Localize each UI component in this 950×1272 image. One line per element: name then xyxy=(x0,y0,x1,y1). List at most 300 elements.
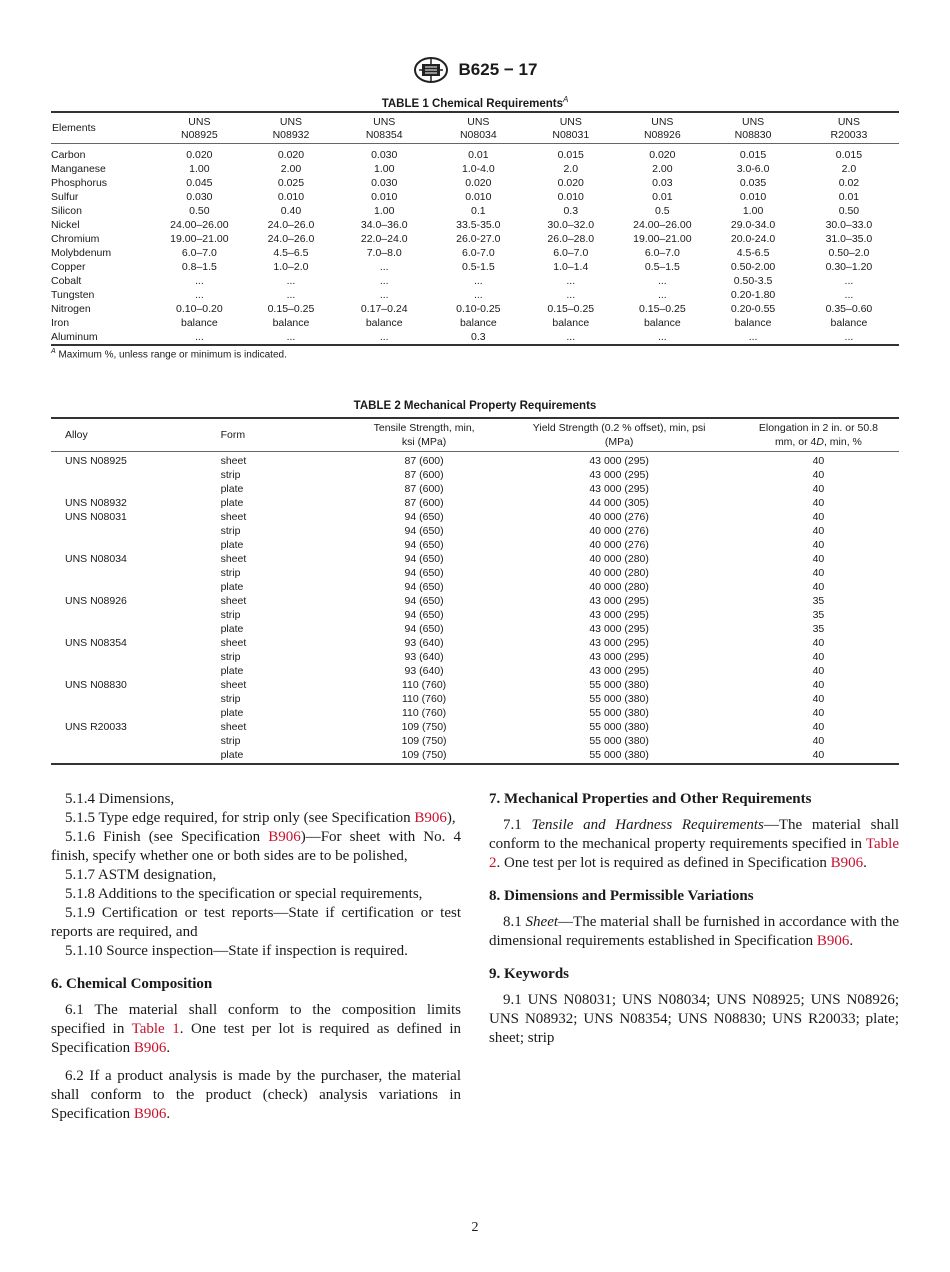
reference-link[interactable]: Table 1 xyxy=(131,1021,180,1037)
element-value: 22.0–24.0 xyxy=(360,233,408,245)
table-row xyxy=(51,288,899,302)
text-run: 5.1.6 Finish (see Specification xyxy=(65,829,269,845)
reference-link[interactable]: B906 xyxy=(414,810,447,826)
yield-cell: 40 000 (276) xyxy=(589,525,649,537)
tensile-cell: 110 (760) xyxy=(402,693,447,705)
element-value: 19.00–21.00 xyxy=(633,233,692,245)
yield-cell: 55 000 (380) xyxy=(589,721,649,733)
table1-caption-text: TABLE 1 Chemical Requirements xyxy=(381,97,563,110)
element-value: ... xyxy=(286,289,296,301)
table-row xyxy=(51,524,899,538)
form-cell: sheet xyxy=(220,553,247,565)
alloy-cell: UNS N08354 xyxy=(65,637,127,649)
element-value: 0.10-0.25 xyxy=(456,303,501,315)
yield-cell: 40 000 (280) xyxy=(589,581,649,593)
alloy-cell: UNS N08031 xyxy=(65,511,127,523)
element-value: balance xyxy=(552,317,590,329)
yield-cell: 40 000 (280) xyxy=(589,567,649,579)
element-value: 0.01 xyxy=(468,149,489,161)
table-row xyxy=(51,706,899,720)
text-run: . xyxy=(849,933,854,949)
form-cell: strip xyxy=(220,693,241,705)
reference-link[interactable]: B906 xyxy=(133,1040,167,1056)
table1-caption xyxy=(51,95,899,110)
table2-header-text: Elongation in 2 in. or 50.8 mm, or 4D, min, % xyxy=(758,422,878,448)
form-cell: sheet xyxy=(220,721,247,733)
form-cell: strip xyxy=(220,525,241,537)
element-value: 6.0–7.0 xyxy=(181,247,217,259)
element-value: 0.030 xyxy=(371,149,398,161)
table-row xyxy=(51,246,899,260)
element-name: Phosphorus xyxy=(51,177,108,189)
table-row xyxy=(51,218,899,232)
elongation-cell: 40 xyxy=(812,651,825,663)
tensile-cell: 93 (640) xyxy=(404,651,444,663)
yield-cell: 44 000 (305) xyxy=(589,497,649,509)
element-value: 0.030 xyxy=(186,191,213,203)
elongation-cell: 40 xyxy=(812,483,825,495)
chemical-requirements-table xyxy=(51,111,899,346)
element-value: 19.00–21.00 xyxy=(170,233,229,245)
section-heading: 8. Dimensions and Permissible Variations xyxy=(489,888,754,904)
table-row xyxy=(51,482,899,496)
table-row xyxy=(51,330,899,345)
table1-header-cell: Elements xyxy=(52,122,96,135)
tensile-cell: 109 (750) xyxy=(401,721,447,733)
element-value: 26.0–28.0 xyxy=(547,233,595,245)
form-cell: sheet xyxy=(220,455,247,467)
element-value: 0.3 xyxy=(563,205,579,217)
form-cell: strip xyxy=(220,651,241,663)
elongation-cell: 40 xyxy=(812,553,825,565)
element-name: Nickel xyxy=(51,219,80,231)
reference-link[interactable]: B906 xyxy=(816,933,850,949)
elongation-cell: 40 xyxy=(812,679,825,691)
elongation-cell: 40 xyxy=(812,567,825,579)
tensile-cell: 94 (650) xyxy=(404,553,444,565)
reference-link[interactable]: B906 xyxy=(830,855,864,871)
element-value: balance xyxy=(830,317,868,329)
element-value: ... xyxy=(566,331,576,343)
form-cell: plate xyxy=(220,665,244,677)
table-row xyxy=(51,510,899,524)
form-cell: plate xyxy=(220,497,244,509)
element-value: 6.0–7.0 xyxy=(644,247,680,259)
element-value: ... xyxy=(473,275,483,287)
element-value: 4.5–6.5 xyxy=(273,247,309,259)
element-value: 1.0–1.4 xyxy=(553,261,589,273)
element-value: ... xyxy=(195,275,204,287)
element-value: 0.5 xyxy=(655,205,670,217)
element-name: Sulfur xyxy=(51,191,79,203)
element-value: 0.045 xyxy=(186,177,213,189)
tensile-cell: 87 (600) xyxy=(404,455,444,467)
element-value: ... xyxy=(473,289,483,301)
reference-link[interactable]: B906 xyxy=(133,1106,167,1122)
form-cell: strip xyxy=(220,567,241,579)
table1-caption-note: A xyxy=(562,95,569,104)
table-row xyxy=(51,316,899,330)
element-value: 0.03 xyxy=(652,177,673,189)
table2-header-cell: Yield Strength (0.2 % offset), min, psi (MPa) xyxy=(532,422,706,448)
table-row xyxy=(51,664,899,678)
text-run: . xyxy=(166,1040,171,1056)
yield-cell: 43 000 (295) xyxy=(589,469,649,481)
element-value: 0.020 xyxy=(465,177,492,189)
tensile-cell: 109 (750) xyxy=(401,735,447,747)
element-value: 0.15–0.25 xyxy=(638,303,686,315)
text-run: 7.1 xyxy=(503,817,532,833)
tensile-cell: 94 (650) xyxy=(404,525,444,537)
tensile-cell: 94 (650) xyxy=(404,609,444,621)
element-value: 0.17–0.24 xyxy=(360,303,408,315)
element-value: 0.8–1.5 xyxy=(181,261,217,273)
alloy-cell xyxy=(51,706,221,720)
table-row xyxy=(51,734,899,748)
alloy-cell xyxy=(51,608,221,622)
element-value: 0.01 xyxy=(652,191,673,203)
element-value: 4.5-6.5 xyxy=(736,247,770,259)
paragraph xyxy=(51,828,461,866)
alloy-cell xyxy=(51,482,221,496)
alloy-cell xyxy=(51,468,221,482)
table1-header-cell: UNS N08031 xyxy=(552,116,590,141)
element-name: Copper xyxy=(51,261,86,273)
yield-cell: 40 000 (276) xyxy=(589,511,649,523)
element-value: 0.01 xyxy=(838,191,860,203)
form-cell: plate xyxy=(220,581,244,593)
alloy-cell xyxy=(51,622,221,636)
tensile-cell: 94 (650) xyxy=(404,623,444,635)
element-value: 1.00 xyxy=(374,205,395,217)
element-value: ... xyxy=(379,331,389,343)
element-value: 24.00–26.00 xyxy=(170,219,229,231)
text-run: 5.1.8 Additions to the specification or special requirements, xyxy=(65,886,423,902)
table-row xyxy=(51,144,899,163)
element-value: 2.0 xyxy=(563,163,579,175)
table-row xyxy=(51,232,899,246)
table2-caption: TABLE 2 Mechanical Property Requirements xyxy=(353,400,597,412)
element-value: 0.015 xyxy=(557,149,584,161)
tensile-cell: 87 (600) xyxy=(404,483,444,495)
element-value: 26.0-27.0 xyxy=(456,233,501,245)
element-name: Nitrogen xyxy=(51,303,91,315)
text-run: 5.1.10 Source inspection—State if inspection is required. xyxy=(65,943,408,959)
alloy-cell xyxy=(51,566,221,580)
element-value: 0.50-3.5 xyxy=(733,275,773,287)
element-value: 0.010 xyxy=(557,191,584,203)
element-value: 29.0-34.0 xyxy=(730,219,776,231)
element-value: 30.0–32.0 xyxy=(547,219,595,231)
element-name: Chromium xyxy=(51,233,100,245)
alloy-cell: UNS N08925 xyxy=(65,455,127,467)
element-value: ... xyxy=(286,275,296,287)
paragraph xyxy=(51,1067,461,1124)
table1-header-cell: UNS N08034 xyxy=(459,116,497,141)
table-row xyxy=(51,720,899,734)
tensile-cell: 94 (650) xyxy=(404,581,444,593)
table-row xyxy=(51,650,899,664)
reference-link[interactable]: Table 2 xyxy=(489,836,899,871)
element-value: balance xyxy=(365,317,403,329)
italic-term: Sheet xyxy=(525,914,559,930)
element-value: 0.3 xyxy=(471,331,486,343)
alloy-cell xyxy=(51,664,221,678)
table-row xyxy=(51,566,899,580)
yield-cell: 43 000 (295) xyxy=(589,651,649,663)
element-value: 0.30–1.20 xyxy=(825,261,873,273)
element-name: Cobalt xyxy=(51,275,82,287)
yield-cell: 40 000 (276) xyxy=(589,539,649,551)
table2-header-cell: Alloy xyxy=(65,429,88,441)
table1-header-cell: UNS N08354 xyxy=(365,116,403,141)
table-row xyxy=(51,748,899,764)
table-row xyxy=(51,594,899,608)
element-value: 0.5-1.5 xyxy=(462,261,495,273)
reference-link[interactable]: B906 xyxy=(268,829,301,845)
table-row xyxy=(51,538,899,552)
yield-cell: 55 000 (380) xyxy=(589,707,649,719)
paragraph xyxy=(51,942,461,961)
table-row xyxy=(51,468,899,482)
body-right-column xyxy=(489,790,899,1048)
tensile-cell: 94 (650) xyxy=(404,511,444,523)
form-cell: sheet xyxy=(220,511,247,523)
tensile-cell: 94 (650) xyxy=(404,595,444,607)
section-heading: 7. Mechanical Properties and Other Requirements xyxy=(489,791,812,807)
table-row xyxy=(51,190,899,204)
element-value: 3.0-6.0 xyxy=(736,163,770,175)
yield-cell: 43 000 (295) xyxy=(589,455,649,467)
paragraph xyxy=(51,790,461,809)
element-value: 0.025 xyxy=(277,177,305,189)
paragraph xyxy=(51,809,461,828)
table-row xyxy=(51,162,899,176)
tensile-cell: 93 (640) xyxy=(404,665,444,677)
element-value: 1.0-4.0 xyxy=(462,163,495,175)
table1-header-cell: UNS N08926 xyxy=(643,116,681,141)
elongation-cell: 40 xyxy=(812,581,825,593)
alloy-cell: UNS N08932 xyxy=(65,497,127,509)
element-value: 1.00 xyxy=(189,163,210,175)
element-value: 0.010 xyxy=(465,191,492,203)
footnote-mark: A xyxy=(51,348,56,355)
text-run: 6.2 If a product analysis is made by the purchaser, the material shall conform to the product (check) analysis variations in Specification xyxy=(51,1068,461,1122)
table-row xyxy=(51,274,899,288)
mechanical-property-table xyxy=(51,417,899,765)
yield-cell: 43 000 (295) xyxy=(589,665,649,677)
yield-cell: 43 000 (295) xyxy=(589,483,649,495)
table-row xyxy=(51,692,899,706)
text-run: )—For sheet with No. 4 finish, specify whether one or both sides are to be polished, xyxy=(51,829,461,864)
element-name: Silicon xyxy=(51,205,82,217)
element-name: Tungsten xyxy=(51,289,95,301)
element-value: 0.15–0.25 xyxy=(547,303,595,315)
paragraph xyxy=(489,991,899,1048)
element-value: balance xyxy=(180,317,218,329)
text-run: ), xyxy=(446,810,456,826)
tensile-cell: 110 (760) xyxy=(402,679,447,691)
alloy-cell: UNS N08034 xyxy=(65,553,127,565)
form-cell: plate xyxy=(220,623,244,635)
element-value: 0.50–2.0 xyxy=(828,247,870,259)
paragraph xyxy=(489,913,899,951)
element-value: 20.0-24.0 xyxy=(730,233,776,245)
form-cell: strip xyxy=(220,469,241,481)
text-run: . xyxy=(863,855,867,871)
tensile-cell: 94 (650) xyxy=(404,567,444,579)
text-run: 5.1.7 ASTM designation, xyxy=(65,867,217,883)
table-row xyxy=(51,552,899,566)
element-value: 0.020 xyxy=(557,177,584,189)
element-value: 0.50 xyxy=(838,205,860,217)
element-value: 31.0–35.0 xyxy=(825,233,873,245)
elongation-cell: 40 xyxy=(812,455,825,467)
form-cell: sheet xyxy=(220,679,247,691)
element-name: Molybdenum xyxy=(51,247,112,259)
yield-cell: 55 000 (380) xyxy=(589,749,649,761)
italic-term: Tensile and Hardness Requirements xyxy=(531,817,764,833)
element-value: ... xyxy=(566,289,576,301)
yield-cell: 55 000 (380) xyxy=(589,693,649,705)
alloy-cell xyxy=(51,580,221,594)
element-value: 30.0–33.0 xyxy=(825,219,873,231)
element-value: ... xyxy=(844,289,854,301)
element-value: 0.5–1.5 xyxy=(644,261,680,273)
elongation-cell: 35 xyxy=(812,595,825,607)
element-value: balance xyxy=(734,317,772,329)
element-value: ... xyxy=(657,331,667,343)
element-value: 0.50 xyxy=(189,205,210,217)
yield-cell: 43 000 (295) xyxy=(589,609,649,621)
element-value: 0.10–0.20 xyxy=(176,303,223,315)
element-value: ... xyxy=(379,289,389,301)
element-value: 0.010 xyxy=(739,191,767,203)
alloy-cell xyxy=(51,650,221,664)
tensile-cell: 87 (600) xyxy=(404,469,444,481)
alloy-cell xyxy=(51,538,221,552)
element-value: 0.20-1.80 xyxy=(730,289,776,301)
element-value: ... xyxy=(286,331,296,343)
element-value: 0.010 xyxy=(371,191,398,203)
diameter-symbol: D xyxy=(816,436,824,448)
form-cell: sheet xyxy=(220,595,247,607)
page-number: 2 xyxy=(471,1220,479,1235)
section-heading: 6. Chemical Composition xyxy=(51,976,213,992)
table-row xyxy=(51,622,899,636)
form-cell: plate xyxy=(220,539,244,551)
yield-cell: 40 000 (280) xyxy=(589,553,649,565)
text-run: 5.1.5 Type edge required, for strip only (see Specification xyxy=(65,810,415,826)
yield-cell: 43 000 (295) xyxy=(589,637,649,649)
elongation-cell: 40 xyxy=(812,469,825,481)
elongation-cell: 40 xyxy=(812,511,825,523)
element-value: 0.015 xyxy=(835,149,863,161)
element-value: 6.0–7.0 xyxy=(553,247,589,259)
body-left-column xyxy=(51,790,461,1124)
table-row xyxy=(51,302,899,316)
table-row xyxy=(51,636,899,650)
element-name: Manganese xyxy=(51,163,106,175)
elongation-cell: 40 xyxy=(812,637,825,649)
elongation-cell: 40 xyxy=(812,735,825,747)
element-name: Carbon xyxy=(51,149,86,161)
form-cell: plate xyxy=(220,707,244,719)
element-value: 24.0–26.0 xyxy=(267,233,315,245)
element-value: ... xyxy=(844,275,854,287)
element-value: 0.035 xyxy=(739,177,767,189)
element-value: 1.00 xyxy=(742,205,764,217)
table1-header-cell: UNS N08932 xyxy=(272,116,310,141)
footnote-text: Maximum %, unless range or minimum is indicated. xyxy=(58,349,287,361)
alloy-cell xyxy=(51,734,221,748)
element-value: 2.00 xyxy=(652,163,673,175)
alloy-cell: UNS N08830 xyxy=(65,679,127,691)
form-cell: strip xyxy=(220,609,241,621)
text-run: 9.1 UNS N08031; UNS N08034; UNS N08925; UNS N08926; UNS N08932; UNS N08354; UNS N08830; UNS R20033; plate; sheet; strip xyxy=(489,992,899,1046)
text-run: 5.1.9 Certification or test reports—State if certification or test reports are required, and xyxy=(51,905,461,940)
yield-cell: 43 000 (295) xyxy=(589,623,649,635)
element-value: 2.0 xyxy=(841,163,857,175)
yield-cell: 43 000 (295) xyxy=(589,595,649,607)
table-row xyxy=(51,204,899,218)
element-value: 0.030 xyxy=(371,177,398,189)
yield-cell: 55 000 (380) xyxy=(589,679,649,691)
table-row xyxy=(51,260,899,274)
element-value: 1.0–2.0 xyxy=(273,261,309,273)
text-run: 8.1 xyxy=(503,914,526,930)
element-name: Aluminum xyxy=(51,331,98,343)
alloy-cell xyxy=(51,524,221,538)
text-run: . One test per lot is required as defined in Specification xyxy=(496,855,831,871)
element-value: balance xyxy=(459,317,497,329)
text-run: —The material shall conform to the mechanical property requirements specified in xyxy=(489,817,899,852)
table-row xyxy=(51,580,899,594)
text-run: 6.1 The material shall conform to the composition limits specified in xyxy=(51,1002,461,1037)
element-value: 0.02 xyxy=(838,177,860,189)
element-value: 24.00–26.00 xyxy=(633,219,692,231)
astm-logo-icon xyxy=(413,56,449,84)
elongation-cell: 40 xyxy=(812,539,825,551)
paragraph xyxy=(51,885,461,904)
table-row xyxy=(51,496,899,510)
alloy-cell xyxy=(51,748,221,764)
table2-header-cell: Tensile Strength, min, ksi (MPa) xyxy=(373,422,475,448)
element-value: 6.0-7.0 xyxy=(462,247,495,259)
elongation-cell: 40 xyxy=(812,749,825,761)
alloy-cell xyxy=(51,692,221,706)
table-row xyxy=(51,452,899,469)
table-row xyxy=(51,608,899,622)
element-value: 1.00 xyxy=(374,163,395,175)
element-value: 0.15–0.25 xyxy=(267,303,315,315)
table2-header-cell xyxy=(738,418,899,452)
tensile-cell: 87 (600) xyxy=(404,497,444,509)
element-value: balance xyxy=(272,317,310,329)
element-value: 34.0–36.0 xyxy=(360,219,408,231)
form-cell: sheet xyxy=(220,637,247,649)
element-value: ... xyxy=(195,331,204,343)
elongation-cell: 40 xyxy=(812,497,825,509)
form-cell: plate xyxy=(220,483,244,495)
element-value: 0.35–0.60 xyxy=(825,303,873,315)
alloy-cell: UNS N08926 xyxy=(65,595,127,607)
elongation-cell: 40 xyxy=(812,707,825,719)
text-run: . xyxy=(166,1106,171,1122)
paragraph xyxy=(489,816,899,873)
element-name: Iron xyxy=(51,317,70,329)
table1-header-cell: UNS N08925 xyxy=(180,116,218,141)
